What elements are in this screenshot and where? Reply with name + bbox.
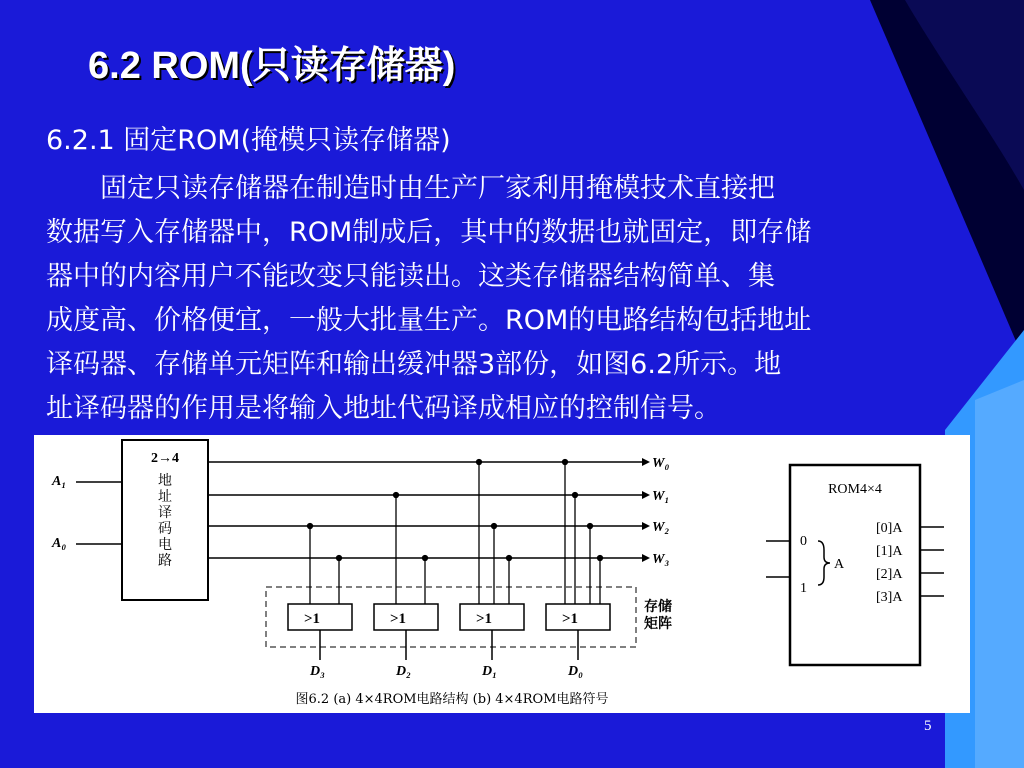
paragraph-line: 固定只读存储器在制造时由生产厂家利用掩模技术直接把 xyxy=(46,173,775,204)
matrix-label-line: 矩阵 xyxy=(644,617,672,632)
page-number: 5 xyxy=(924,718,932,734)
gate-label: >1 xyxy=(304,611,321,627)
decoder-label-char: 码 xyxy=(158,522,172,537)
input-brace xyxy=(818,541,830,585)
figure-panel xyxy=(34,435,970,713)
rom-symbol-input: 0 xyxy=(800,534,807,549)
rom-symbol-input: 1 xyxy=(800,581,807,596)
rom-symbol-output: [0]A xyxy=(876,521,903,536)
decoder-range-label: 2→4 xyxy=(151,451,179,466)
word-line-label: W₂ xyxy=(652,520,670,535)
decoder-label-char: 地 xyxy=(158,474,172,489)
paragraph-line: 成度高、价格便宜，一般大批量生产。ROM的电路结构包括地址 xyxy=(46,305,812,336)
rom-symbol-output: [1]A xyxy=(876,544,903,559)
figure-caption: 图6.2 (a) 4×4ROM电路结构 (b) 4×4ROM电路符号 xyxy=(295,692,609,707)
gate-label: >1 xyxy=(390,611,407,627)
rom-symbol-output: [2]A xyxy=(876,567,903,582)
word-line-label: W₁ xyxy=(652,489,670,504)
rom-circuit-figure xyxy=(34,435,970,713)
decoder-label-char: 译 xyxy=(158,506,172,521)
decoder-label-char: 电 xyxy=(158,538,172,553)
rom-symbol-title: ROM4×4 xyxy=(828,482,882,497)
rom-symbol-output: [3]A xyxy=(876,590,903,605)
paragraph-line: 器中的内容用户不能改变只能读出。这类存储器结构简单、集 xyxy=(46,261,775,292)
decoder-label-char: 址 xyxy=(158,490,172,505)
output-label: D₁ xyxy=(482,664,497,679)
paragraph-line: 数据写入存储器中，ROM制成后，其中的数据也就固定，即存储 xyxy=(46,217,812,248)
slide-title: 6.2 ROM(只读存储器) xyxy=(88,45,456,87)
gate-label: >1 xyxy=(562,611,579,627)
input-a0-label: A₀ xyxy=(52,536,67,551)
output-label: D₀ xyxy=(568,664,583,679)
paragraph-line: 址译码器的作用是将输入地址代码译成相应的控制信号。 xyxy=(46,393,721,424)
output-label: D₂ xyxy=(396,664,411,679)
rom-symbol-brace-label: A xyxy=(834,557,845,572)
word-line-label: W₀ xyxy=(652,456,670,471)
paragraph-line: 译码器、存储单元矩阵和输出缓冲器3部份，如图6.2所示。地 xyxy=(46,349,782,380)
section-heading: 6.2.1 固定ROM(掩模只读存储器) xyxy=(46,125,451,156)
input-a1-label: A₁ xyxy=(52,474,67,489)
output-label: D₃ xyxy=(310,664,325,679)
decoder-label-char: 路 xyxy=(158,554,172,569)
word-line-label: W₃ xyxy=(652,552,670,567)
matrix-label-line: 存储 xyxy=(644,600,672,615)
gate-label: >1 xyxy=(476,611,493,627)
